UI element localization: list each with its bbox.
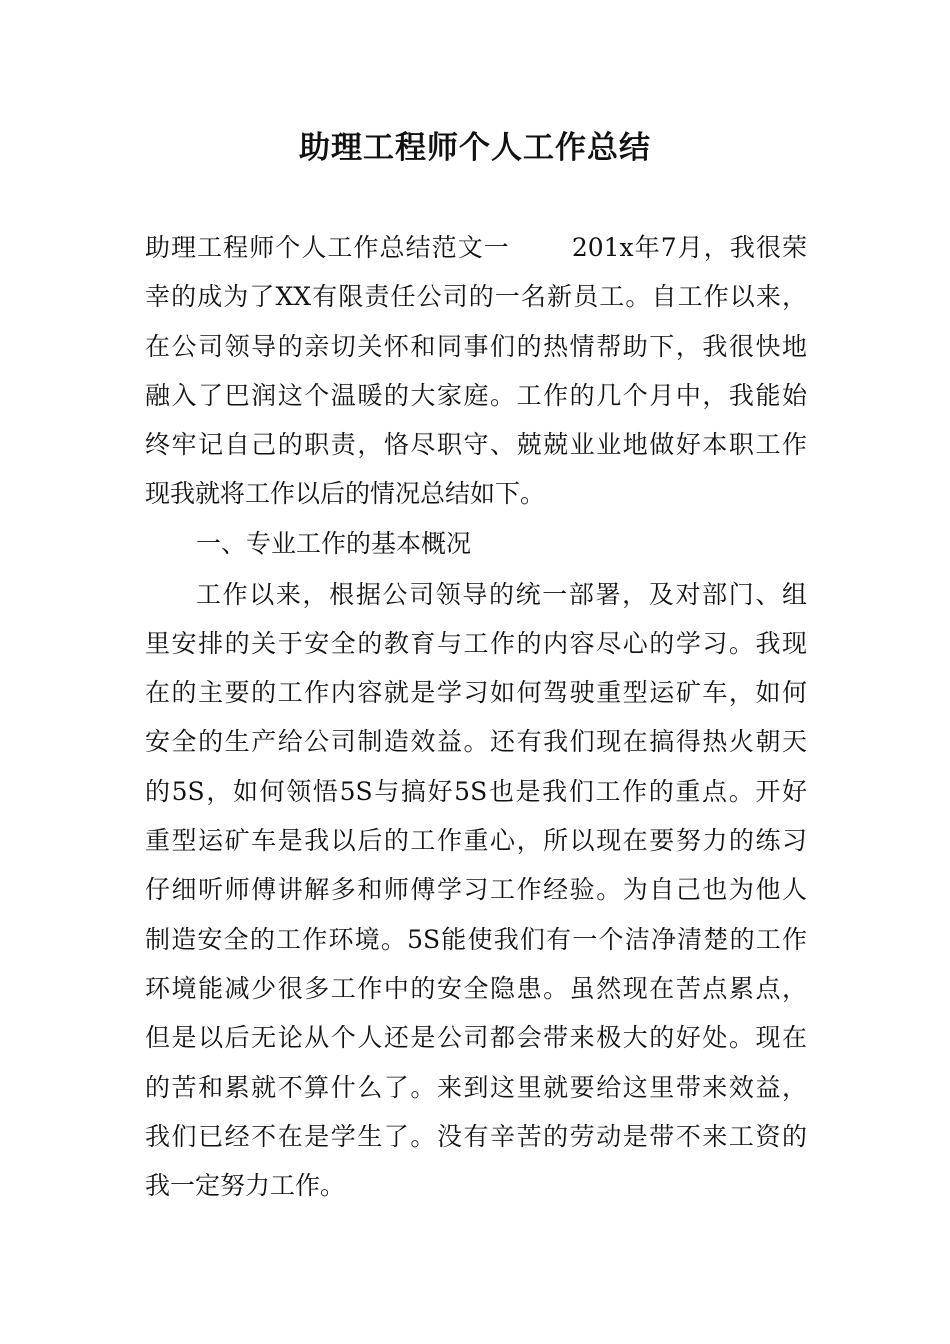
paragraph-line: 里安排的关于安全的教育与工作的内容尽心的学习。我现 xyxy=(145,629,807,658)
document-date-text: 201x年7月，我很荣 xyxy=(571,233,807,262)
section-heading: 一、专业工作的基本概况 xyxy=(196,529,472,558)
document-title: 助理工程师个人工作总结 xyxy=(299,130,651,166)
paragraph-line: 我们已经不在是学生了。没有辛苦的劳动是带不来工资的 xyxy=(145,1122,807,1151)
paragraph-line: 幸的成为了XX有限责任公司的一名新员工。自工作以来， xyxy=(145,282,807,311)
paragraph-line: 在公司领导的亲切关怀和同事们的热情帮助下，我很快地 xyxy=(145,332,807,361)
paragraph-line: 制造安全的工作环境。5S能使我们有一个洁净清楚的工作 xyxy=(145,925,807,954)
paragraph-line: 安全的生产给公司制造效益。还有我们现在搞得热火朝天 xyxy=(145,727,807,756)
paragraph-line xyxy=(145,228,807,268)
paragraph-line: 重型运矿车是我以后的工作重心，所以现在要努力的练习 xyxy=(145,826,807,855)
paragraph-line: 现我就将工作以后的情况总结如下。 xyxy=(145,479,546,508)
paragraph-line: 的5S，如何领悟5S与搞好5S也是我们工作的重点。开好 xyxy=(145,777,807,806)
paragraph-line: 但是以后无论从个人还是公司都会带来极大的好处。现在 xyxy=(145,1023,807,1052)
document-lead: 助理工程师个人工作总结范文一 xyxy=(145,233,510,262)
paragraph-line: 仔细听师傅讲解多和师傅学习工作经验。为自己也为他人 xyxy=(145,875,807,904)
paragraph-line: 环境能减少很多工作中的安全隐患。虽然现在苦点累点， xyxy=(145,974,807,1003)
paragraph-line: 在的主要的工作内容就是学习如何驾驶重型运矿车，如何 xyxy=(145,678,807,707)
paragraph-line: 终牢记自己的职责，恪尽职守、兢兢业业地做好本职工作 xyxy=(145,430,807,459)
paragraph-line: 的苦和累就不算什么了。来到这里就要给这里带来效益， xyxy=(145,1073,807,1102)
paragraph-line: 我一定努力工作。 xyxy=(145,1171,346,1200)
paragraph-line: 工作以来，根据公司领导的统一部署，及对部门、组 xyxy=(196,580,807,609)
paragraph-line: 融入了巴润这个温暖的大家庭。工作的几个月中，我能始 xyxy=(145,381,807,410)
